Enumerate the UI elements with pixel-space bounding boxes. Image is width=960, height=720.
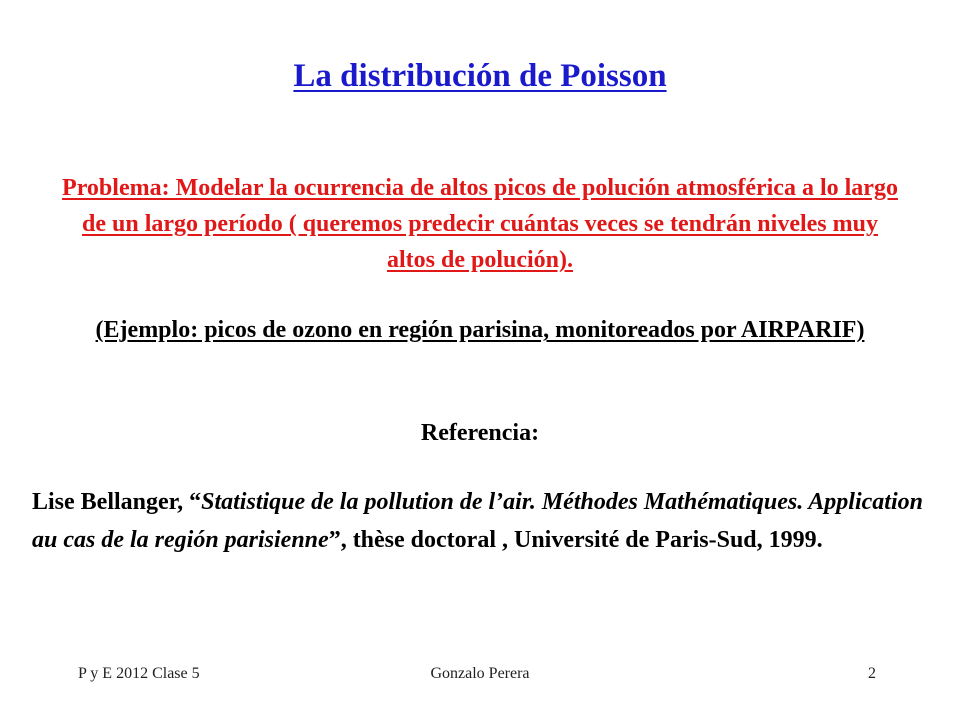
reference-work-title: Statistique de la pollution de l’air. Méthodes Mathématiques. Application au cas de la región parisienne [32,489,923,553]
problem-statement [60,170,900,278]
footer-course: P y E 2012 Clase 5 [78,665,200,682]
example-note [60,313,900,347]
slide-title [0,58,960,95]
footer-author: Gonzalo Perera [430,665,530,682]
reference-citation [32,483,932,559]
reference-open-quote: “ [189,489,202,515]
reference-heading: Referencia: [420,420,540,446]
slide-title-text: La distribución de Poisson [293,58,667,94]
example-text: (Ejemplo: picos de ozono en región parisina, monitoreados por AIRPARIF) [95,317,865,343]
reference-details: , thèse doctoral , Université de Paris-Sud, 1999. [340,527,823,553]
footer-page-number: 2 [868,665,876,682]
reference-close-quote: ” [328,527,341,553]
problem-text: Problema: Modelar la ocurrencia de altos picos de polución atmosférica a lo largo de un largo período ( queremos predecir cuántas veces se tendrán niveles muy altos de polución). [62,175,898,273]
reference-author: Lise Bellanger, [32,489,190,515]
